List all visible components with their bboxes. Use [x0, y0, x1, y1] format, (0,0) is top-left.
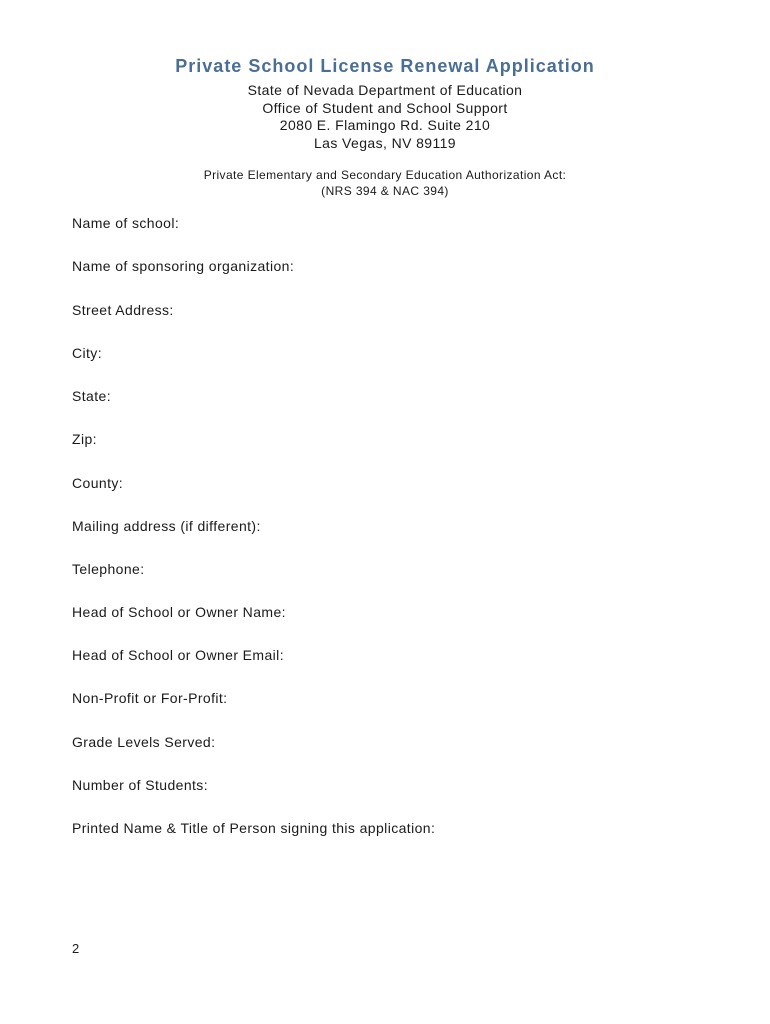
field-state: State:: [72, 388, 111, 404]
office-line: Office of Student and School Support: [262, 99, 508, 116]
act-citation: (NRS 394 & NAC 394): [321, 183, 449, 198]
field-sponsoring-organization: Name of sponsoring organization:: [72, 258, 295, 274]
agency-line: State of Nevada Department of Education: [247, 82, 523, 98]
field-mailing-address: Mailing address (if different):: [72, 518, 261, 534]
field-grade-levels: Grade Levels Served:: [72, 734, 216, 750]
field-zip: Zip:: [72, 431, 97, 447]
page-title: Private School License Renewal Application: [175, 56, 595, 76]
field-number-of-students: Number of Students:: [72, 777, 208, 793]
field-telephone: Telephone:: [72, 561, 145, 577]
field-signer-name-title: Printed Name & Title of Person signing this application:: [72, 820, 436, 836]
act-reference-block: [0, 168, 770, 199]
field-name-of-school: Name of school:: [72, 215, 180, 231]
field-profit-status: Non-Profit or For-Profit:: [72, 690, 228, 706]
field-head-of-school-email: Head of School or Owner Email:: [72, 647, 284, 663]
city-line: Las Vegas, NV 89119: [314, 134, 456, 151]
street-line: 2080 E. Flamingo Rd. Suite 210: [279, 117, 491, 133]
agency-address-block: [0, 82, 770, 152]
field-county: County:: [72, 475, 124, 491]
field-head-of-school-name: Head of School or Owner Name:: [72, 604, 286, 620]
field-city: City:: [72, 345, 102, 361]
page-number: 2: [72, 941, 80, 956]
field-street-address: Street Address:: [72, 302, 174, 318]
act-name: Private Elementary and Secondary Education Authorization Act:: [203, 168, 567, 182]
